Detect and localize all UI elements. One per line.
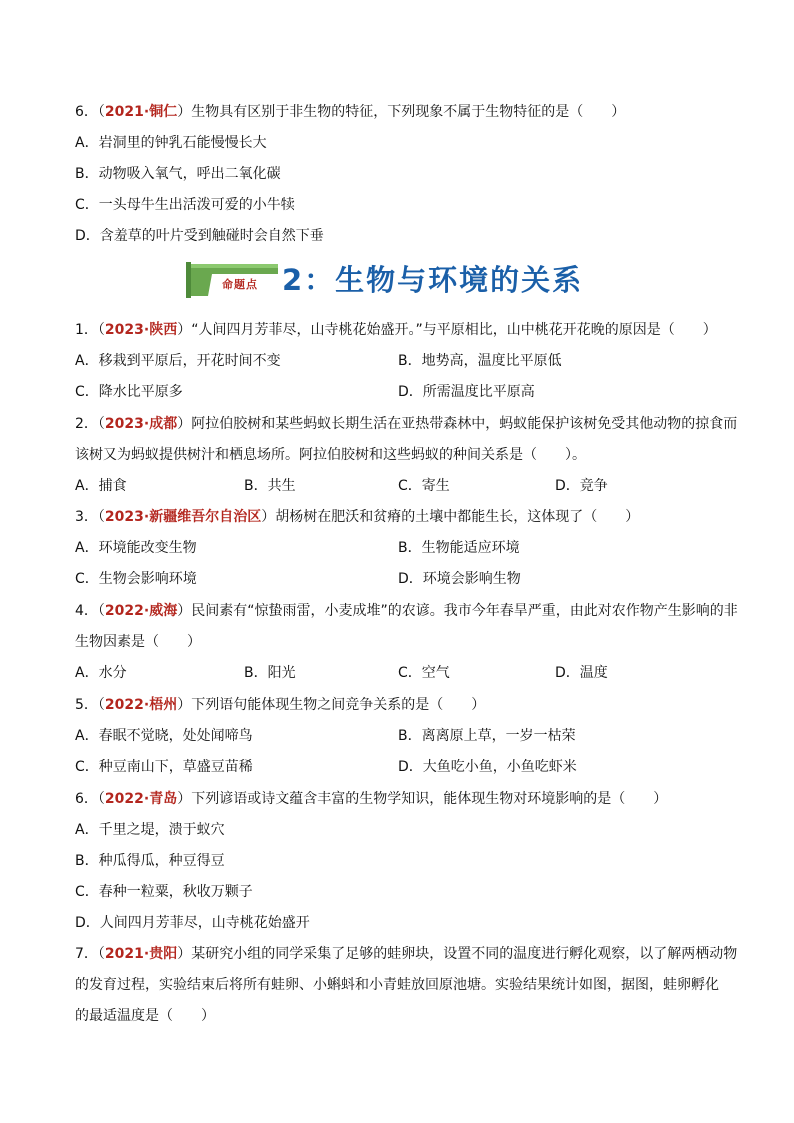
banner-label: 命题点: [222, 278, 258, 291]
option: D．所需温度比平原高: [398, 384, 535, 400]
question-stem-continued: 该树又为蚂蚁提供树汁和栖息场所。阿拉伯胶树和这些蚂蚁的种间关系是（ ）。: [75, 447, 586, 463]
option: D．环境会影响生物: [398, 571, 521, 587]
question-source: 2021·铜仁: [104, 104, 178, 120]
question-source: 2023·成都: [104, 416, 178, 432]
option: A．环境能改变生物: [75, 540, 197, 556]
section-banner: [186, 258, 616, 302]
question-source: 2023·新疆维吾尔自治区: [104, 509, 262, 525]
question-source: 2022·青岛: [104, 791, 178, 807]
option: C．种豆南山下，草盛豆苗稀: [75, 759, 253, 775]
question-source: 2021·贵阳: [104, 946, 178, 962]
question-stem-continued: 生物因素是（ ）: [75, 634, 201, 650]
option: A．捕食: [75, 478, 127, 494]
option: B．共生: [244, 478, 296, 494]
option: A．千里之堤，溃于蚁穴: [75, 822, 225, 838]
option: C．一头母牛生出活泼可爱的小牛犊: [75, 197, 295, 213]
option: B．动物吸入氧气，呼出二氧化碳: [75, 166, 281, 182]
question-stem: 1．（2023·陕西）“人间四月芳菲尽，山寺桃花始盛开。”与平原相比，山中桃花开花晚的原因是（ ）: [75, 322, 717, 338]
option: C．寄生: [398, 478, 450, 494]
option: B．阳光: [244, 665, 296, 681]
option: C．空气: [398, 665, 450, 681]
option: B．生物能适应环境: [398, 540, 520, 556]
option: B．离离原上草，一岁一枯荣: [398, 728, 576, 744]
question-source: 2022·梧州: [104, 697, 178, 713]
section-title: 2：生物与环境的关系: [282, 263, 584, 297]
option: C．生物会影响环境: [75, 571, 197, 587]
option: D．竞争: [555, 478, 608, 494]
question-stem-continued: 的最适温度是（ ）: [75, 1008, 215, 1024]
option: B．种瓜得瓜，种豆得豆: [75, 853, 225, 869]
question-source: 2022·威海: [104, 603, 178, 619]
option: D．人间四月芳菲尽，山寺桃花始盛开: [75, 915, 310, 931]
question-source: 2023·陕西: [104, 322, 178, 338]
question-stem: 4．（2022·威海）民间素有“惊蛰雨雷，小麦成堆”的农谚。我市今年春旱严重，由此对农作物产生影响的非: [75, 603, 738, 619]
option: A．岩洞里的钟乳石能慢慢长大: [75, 135, 267, 151]
question-stem: 6．（2022·青岛）下列谚语或诗文蕴含丰富的生物学知识，能体现生物对环境影响的是（ ）: [75, 791, 668, 807]
option: D．含羞草的叶片受到触碰时会自然下垂: [75, 228, 324, 244]
question-stem: 2．（2023·成都）阿拉伯胶树和某些蚂蚁长期生活在亚热带森林中，蚂蚁能保护该树免受其他动物的掠食而: [75, 416, 738, 432]
option: D．大鱼吃小鱼，小鱼吃虾米: [398, 759, 577, 775]
option: A．移栽到平原后，开花时间不变: [75, 353, 281, 369]
option: C．降水比平原多: [75, 384, 183, 400]
option: B．地势高，温度比平原低: [398, 353, 562, 369]
question-stem: 3．（2023·新疆维吾尔自治区）胡杨树在肥沃和贫瘠的土壤中都能生长，这体现了（ ）: [75, 509, 640, 525]
question-stem: 7．（2021·贵阳）某研究小组的同学采集了足够的蛙卵块，设置不同的温度进行孵化观察，以了解两栖动物: [75, 946, 738, 962]
option: A．水分: [75, 665, 127, 681]
option: D．温度: [555, 665, 608, 681]
question-stem: 6．（2021·铜仁）生物具有区别于非生物的特征，下列现象不属于生物特征的是（ ）: [75, 104, 626, 120]
question-stem: 5．（2022·梧州）下列语句能体现生物之间竞争关系的是（ ）: [75, 697, 486, 713]
question-stem-continued: 的发育过程，实验结束后将所有蛙卵、小蝌蚪和小青蛙放回原池塘。实验结果统计如图，据图，蛙卵孵化: [75, 977, 719, 993]
option: A．春眠不觉晓，处处闻啼鸟: [75, 728, 253, 744]
option: C．春种一粒粟，秋收万颗子: [75, 884, 253, 900]
